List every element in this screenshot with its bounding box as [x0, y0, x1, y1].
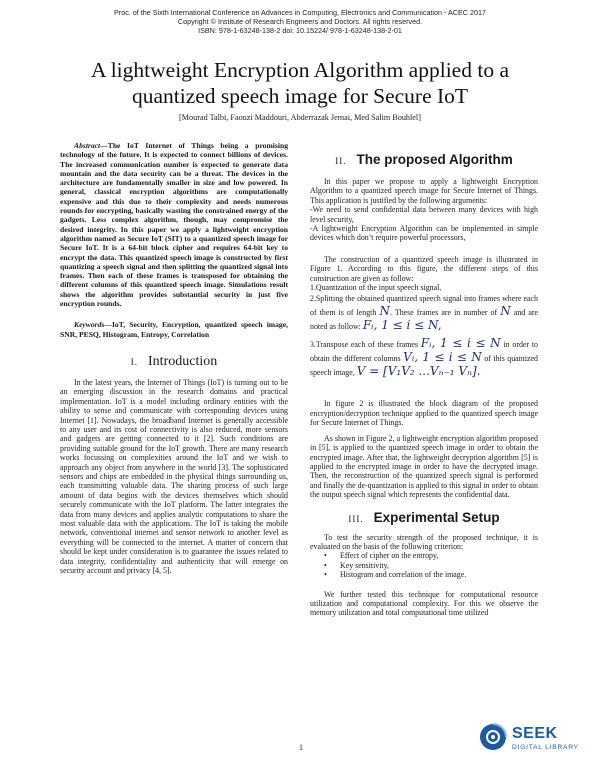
right-column	[310, 152, 538, 618]
introduction-paragraph: In the latest years, the Internet of Things (IoT) is turning out to be an emerging discussion in the research domains and practical implementation. IoT is a model including ordinary entities with the ability to sense and communicate with corresponding devices using Internet [1]. Nowadays, the broadband Internet is generally accessible to any user and its cost of connectivity is also reduced, more sensors and gadgets are getting connected to it [2]. Such conditions are providing suitable ground for the IoT growth. There are many research works focussing on complexities around the IoT and we wish to approach any object from anywhere in the world [3]. The sophisticated sensors and chips are embedded in the physical things surrounding us, each transmitting valuable data. The sharing process of such large amount of data begins with the devices themselves which should securely communicate with the IoT platform. The latter integrates the data from many devices and applies analytic computations to share the most valuable data with the applications. The IoT is taking the mobile network, conventional internet and sensor network to another level as everything will be connected to the internet. A matter of concern that should be kept under consideration is to guarantee the issues related to data integrity, confidentiality and authenticity that will emerge on security account and privacy [4, 5].	[60, 377, 288, 576]
equation-columns: Vᵢ, 1 ≤ i ≤ N	[403, 350, 482, 365]
experimental-paragraph-1: To test the security strength of the proposed technique, it is evaluated on the basis of the following criterion:	[310, 532, 538, 551]
criterion-item: • Effect of cipher on the entropy,	[310, 551, 538, 560]
equation-frames: Fᵢ, 1 ≤ i ≤ N,	[362, 318, 442, 333]
proposed-paragraph-4: As shown in Figure 2, a lightweight encryption algorithm proposed in [5], is applied to the quantized speech image in order to obtain the encrypted image. After that, the lightweight decryption algorithm [5] is applied to the encrypted image in order to have the decrypted image. Then, the reconstruction of the quantized speech signal is performed and finally the de-quantization is applied to this signal in order to obtain the output speech signal which represents the confidential data.	[310, 433, 538, 500]
proposed-paragraph-2: The construction of a quantized speech image is illustrated in Figure 1. According to this figure, the different steps of this construction are given as follow:	[310, 254, 538, 283]
section-title: The proposed Algorithm	[356, 152, 513, 167]
experimental-paragraph-2: We further tested this technique for computational resource utilization and computational complexity. For this we observe the memory utilization and total computational time utilized	[310, 589, 538, 618]
proposed-argument-1: -We need to send confidential data between many devices with high level security,	[310, 205, 538, 224]
page-number: 1	[299, 743, 303, 752]
keywords: Keywords—IoT, Security, Encryption, quantized speech image, SNR, PESQ, Histogram, Entropy, Correlation	[60, 320, 288, 339]
equation-n: N	[379, 304, 390, 319]
section-heading-experimental	[310, 510, 538, 527]
seek-digital-library-logo	[478, 719, 588, 759]
abstract: Abstract—The IoT Internet of Things being a promising technology of the future. It is expected to connect billions of devices. The increased communication number is expected to generate data mountain and the data security can be a threat. The devices in the architecture are fundamentally smaller in size and low powered. In general, classical encryption algorithms are computationally expensive and this due to their complexity and needs numerous rounds for encrypting, basically wasting the constrained energy of the gadgets. Less complex algorithm, though, may compromise the desired integrity. In this paper we apply a lightweight encryption algorithm named as Secure IoT (SIT) to a quantized speech image for Secure IoT. It is a 64-bit block cipher and requires 64-bit key to encrypt the data. This quantized speech image is constructed by first quantizing a speech signal and then splitting the quantized signal into frames. Then each of these frames is transposed for obtaining the different columns of this quantized speech image. Simulations result shows the algorithm provides substantial security in just five encryption rounds.	[60, 141, 288, 309]
equation-frames: Fᵢ, 1 ≤ i ≤ N	[420, 336, 501, 351]
header-line-1: Proc. of the Sixth International Conference on Advances in Computing, Electronics and Communication - ACEC 2017	[114, 8, 486, 17]
section-number: I.	[130, 356, 139, 367]
logo-subtitle: DIGITAL LIBRARY	[512, 744, 579, 751]
conference-header	[0, 8, 600, 35]
equation-image-matrix: V = [V₁V₂ ...Vₙ₋₁ Vₙ].	[356, 364, 481, 379]
criterion-item: • Key sensitivity,	[310, 561, 538, 570]
proposed-paragraph-3: In figure 2 is illustrated the block diagram of the proposed encryption/decryption technique applied to the quantized speech image for Secure Internet of Things.	[310, 399, 538, 428]
seek-logo-icon	[478, 722, 508, 752]
title-line-1: A lightweight Encryption Algorithm applied to a	[90, 58, 509, 82]
left-column	[60, 141, 288, 575]
proposed-paragraph-1: In this paper we propose to apply a lightweight Encryption Algorithm to a quantized speech image for Secure Internet of Things. This application is justified by the following arguments:	[310, 177, 538, 205]
logo-name: SEEK	[512, 725, 558, 742]
construction-step-2: 2.Splitting the obtained quantized speech signal into frames where each of them is of length N. These frames are in number of N and are noted as follow: Fᵢ, 1 ≤ i ≤ N,	[310, 294, 538, 333]
keywords-label: Keywords	[74, 320, 105, 330]
section-title: Introduction	[148, 353, 218, 369]
authors: [Mourad Talbi, Faouzi Maddouri, Abderrazak Jemai, Med Salim Bouhlel]	[179, 113, 421, 122]
construction-step-3: 3.Transpose each of these frames Fᵢ, 1 ≤ i ≤ N in order to obtain the different columns Vᵢ, 1 ≤ i ≤ N of this quantized speech image, V = [V₁V₂ ...Vₙ₋₁ Vₙ].	[310, 336, 538, 379]
header-line-2: Copyright © Institute of Research Engineers and Doctors. All rights reserved.	[177, 17, 423, 26]
equation-n: N	[500, 304, 511, 319]
header-line-3: ISBN: 978-1-63248-138-2 doi: 10.15224/ 978-1-63248-138-2-01	[198, 26, 402, 35]
abstract-text: The IoT Internet of Things being a promising technology of the future. It is expected to connect billions of devices. The increased communication number is expected to generate data mountain and the data security can be a threat. The devices in the architecture are fundamentally smaller in size and low powered. In general, classical encryption algorithms are computationally expensive and this due to their complexity and needs numerous rounds for encrypting, basically wasting the constrained energy of the gadgets. Less complex algorithm, though, may compromise the desired integrity. In this paper we apply a lightweight encryption algorithm named as Secure IoT (SIT) to a quantized speech image for Secure IoT. It is a 64-bit block cipher and requires 64-bit key to encrypt the data. This quantized speech image is constructed by first quantizing a speech signal and then splitting the quantized signal into frames. Then each of these frames is transposed for obtaining the different columns of this quantized speech image. Simulations result shows the algorithm provides substantial security in just five encryption rounds.	[60, 141, 288, 309]
abstract-label: Abstract	[74, 141, 101, 150]
construction-step-1: 1.Quantization of the input speech signal,	[310, 283, 442, 293]
section-heading-introduction	[60, 353, 288, 370]
paper-title	[30, 57, 570, 109]
section-title: Experimental Setup	[373, 509, 500, 525]
section-number: II.	[335, 156, 347, 166]
title-line-2: quantized speech image for Secure IoT	[131, 84, 469, 108]
section-heading-proposed	[310, 152, 538, 169]
keywords-text: IoT, Security, Encryption, quantized speech image, SNR, PESQ, Histogram, Entropy, Correlation	[60, 320, 288, 339]
criterion-item: • Histogram and correlation of the image.	[310, 570, 538, 579]
proposed-argument-2: -A lightweight Encryption Algorithm can be implemented in simple devices which don’t require powerful processors,	[310, 224, 538, 243]
section-number: III.	[348, 513, 364, 524]
